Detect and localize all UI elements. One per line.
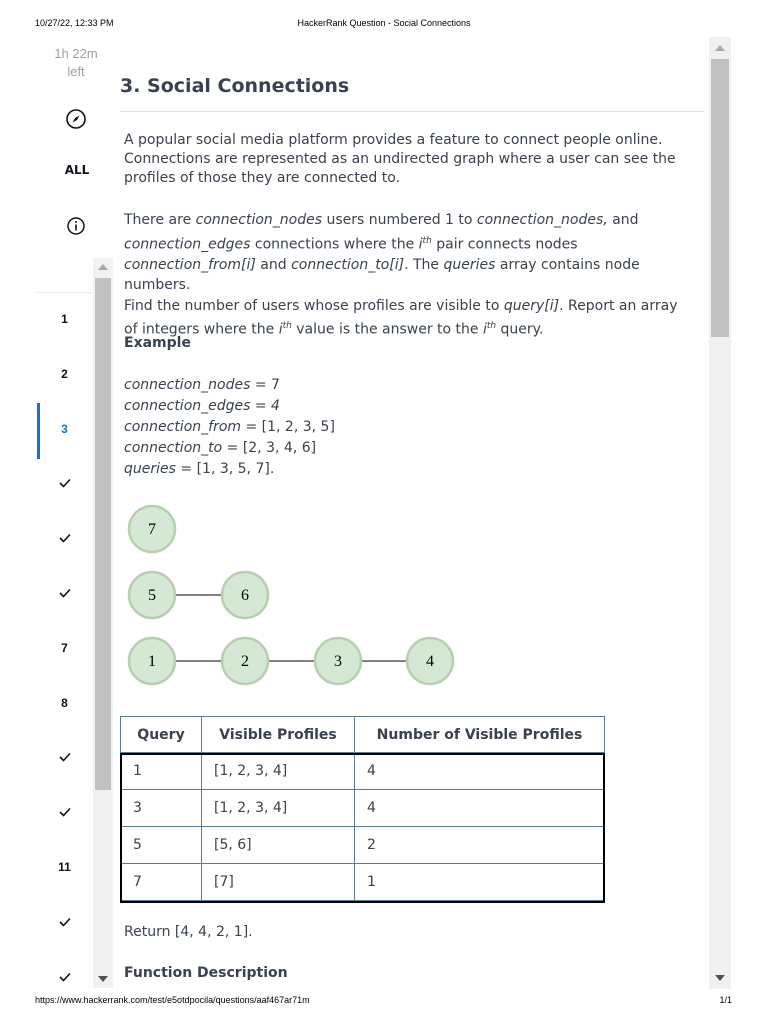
table-row (121, 753, 605, 790)
problem-paragraph: There are connection_nodes users numbered 1 to connection_nodes, and connection_edges connections where the $i^{th}$ pair connects nodes connection_from[i] and connection_to[i]. The queries array contains node numbers. Find the number of users whose profiles are visible to query[i]. Report an array of integers where the $i^{th}$ value is the answer to the $i^{th}$ query. (124, 212, 678, 338)
column-header: Number of Visible Profiles (355, 717, 605, 753)
intro-paragraph: A popular social media platform provides a feature to connect people online. Connections are represented as an undirected graph where a user can see the profiles of those they are connected to. (124, 132, 676, 186)
table-cell: 4 (355, 753, 605, 790)
sidebar-scrollbar[interactable] (93, 258, 113, 988)
return-text: Return [4, 4, 2, 1]. (124, 924, 253, 940)
checkmark-icon (59, 752, 71, 762)
graph-node (407, 638, 453, 684)
print-footer (0, 995, 768, 1007)
scroll-down-icon[interactable] (98, 976, 108, 982)
print-url: https://www.hackerrank.com/test/e5otdpocila/questions/aaf467ar71m (35, 995, 310, 1005)
svg-text:1: 1 (148, 653, 156, 670)
checkmark-icon (59, 807, 71, 817)
question-nav-item-7[interactable]: 7 (61, 640, 68, 655)
table-cell: [7] (202, 864, 355, 901)
example-line: connection_to = [2, 3, 4, 6] (124, 440, 317, 456)
time-remaining (37, 45, 115, 81)
table-cell: 7 (121, 864, 202, 901)
graph-node (129, 572, 175, 618)
print-header (0, 18, 768, 30)
question-nav-item-completed[interactable] (37, 567, 92, 619)
example-line: connection_from = [1, 2, 3, 5] (124, 419, 335, 435)
question-nav-item-completed[interactable] (37, 457, 92, 509)
question-navigation (37, 293, 92, 1023)
example-line: connection_edges = 4 (124, 398, 280, 414)
scroll-up-icon[interactable] (715, 45, 725, 51)
table-header-row (121, 717, 605, 753)
question-panel (120, 37, 706, 987)
question-nav-item-3[interactable]: 3 (37, 403, 92, 455)
table-cell: [5, 6] (202, 827, 355, 864)
graph-node (129, 638, 175, 684)
question-nav-item-2[interactable]: 2 (61, 366, 68, 381)
checkmark-icon (59, 972, 71, 982)
svg-text:2: 2 (241, 653, 249, 670)
timer-value: 1h 22m (54, 46, 98, 61)
checkmark-icon (59, 478, 71, 488)
graph-node (129, 506, 175, 552)
function-description-heading: Function Description (124, 965, 288, 981)
visible-profiles-table (120, 716, 605, 901)
table-cell: 5 (121, 827, 202, 864)
table-cell: 3 (121, 790, 202, 827)
print-page-title: HackerRank Question - Social Connections (297, 18, 471, 28)
checkmark-icon (59, 917, 71, 927)
svg-text:5: 5 (148, 587, 156, 604)
graph-node (315, 638, 361, 684)
table-row (121, 827, 605, 864)
checkmark-icon (59, 533, 71, 543)
example-line: queries = [1, 3, 5, 7]. (124, 461, 275, 477)
table-cell: [1, 2, 3, 4] (202, 790, 355, 827)
svg-text:3: 3 (334, 653, 342, 670)
scroll-up-icon[interactable] (98, 264, 108, 270)
question-nav-item-completed[interactable] (37, 786, 92, 838)
graph-node (222, 638, 268, 684)
column-header: Visible Profiles (202, 717, 355, 753)
page-title: 3. Social Connections (120, 75, 350, 97)
example-heading: Example (124, 335, 191, 351)
question-nav-item-8[interactable]: 8 (61, 695, 68, 710)
table-cell: 2 (355, 827, 605, 864)
table-cell: 1 (121, 753, 202, 790)
all-questions-button[interactable]: ALL (64, 163, 90, 177)
page-scroll-thumb[interactable] (711, 59, 729, 337)
info-icon[interactable] (64, 214, 88, 238)
checkmark-icon (59, 588, 71, 598)
svg-text:7: 7 (148, 521, 156, 538)
question-nav-item-completed[interactable] (37, 512, 92, 564)
table-cell: 4 (355, 790, 605, 827)
graph-node (222, 572, 268, 618)
table-row (121, 864, 605, 901)
compass-icon[interactable] (64, 107, 88, 131)
question-nav-item-completed[interactable] (37, 896, 92, 948)
scroll-down-icon[interactable] (715, 975, 725, 981)
example-line: connection_nodes = 7 (124, 377, 280, 393)
print-page-number: 1/1 (719, 995, 732, 1005)
svg-text:4: 4 (426, 653, 434, 670)
svg-text:6: 6 (241, 587, 249, 604)
question-nav-item-1[interactable]: 1 (61, 312, 68, 326)
column-header: Query (121, 717, 202, 753)
table-cell: 1 (355, 864, 605, 901)
page-scrollbar[interactable] (709, 37, 731, 989)
table-row (121, 790, 605, 827)
table-cell: [1, 2, 3, 4] (202, 753, 355, 790)
sidebar-scroll-thumb[interactable] (95, 278, 111, 790)
question-nav-item-11[interactable]: 11 (58, 860, 71, 874)
print-datetime: 10/27/22, 12:33 PM (35, 18, 114, 28)
timer-label: left (67, 64, 85, 79)
title-divider (120, 111, 704, 112)
example-graph (120, 502, 480, 692)
question-nav-item-completed[interactable] (37, 731, 92, 783)
